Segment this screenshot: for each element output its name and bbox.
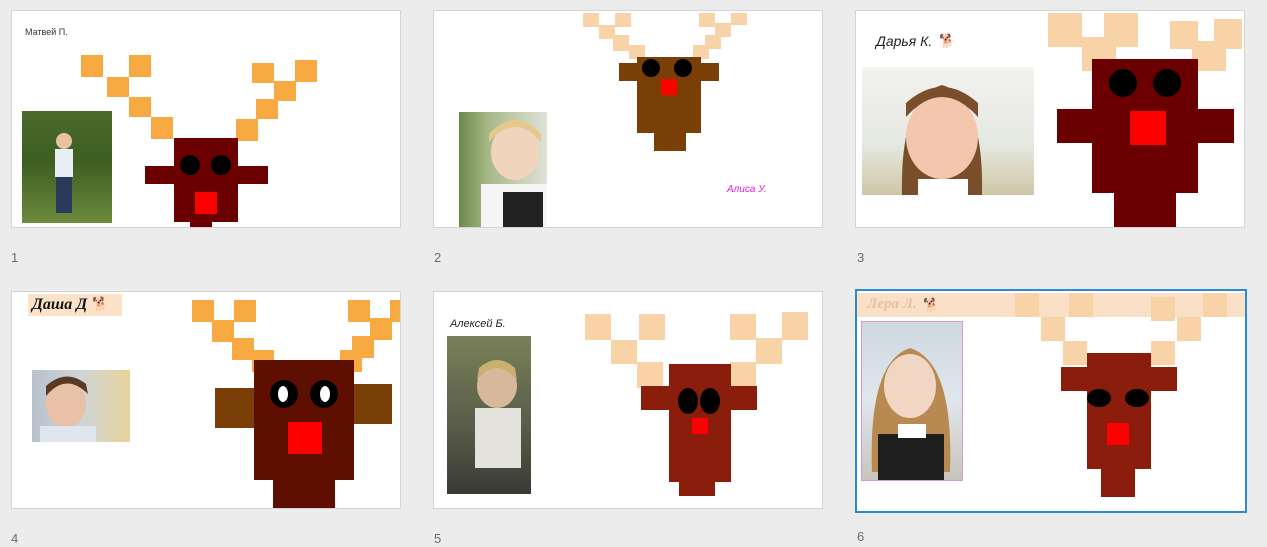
reindeer-nose bbox=[692, 418, 708, 434]
reindeer-ear-left bbox=[1057, 109, 1092, 143]
slide-number: 3 bbox=[857, 250, 865, 265]
slide-number: 1 bbox=[11, 250, 19, 265]
reindeer-ear-left bbox=[1061, 367, 1087, 391]
reindeer-eye-right bbox=[211, 155, 231, 175]
slide-thumbnail-4[interactable] bbox=[11, 291, 401, 509]
reindeer-eye-right-pupil bbox=[320, 386, 330, 402]
reindeer-eye-left bbox=[1109, 69, 1137, 97]
child-figure-icon bbox=[447, 336, 531, 494]
child-photo bbox=[447, 336, 531, 494]
reindeer-eye-right bbox=[1125, 389, 1149, 407]
reindeer-ear-right bbox=[354, 384, 392, 424]
slide-number: 4 bbox=[11, 531, 19, 546]
child-figure-icon bbox=[862, 67, 1034, 195]
reindeer-eye-right bbox=[700, 388, 720, 414]
slide-author-name: Алиса У. bbox=[727, 184, 767, 195]
reindeer-eye-left-pupil bbox=[278, 386, 288, 402]
child-figure-icon bbox=[862, 322, 963, 481]
reindeer-nose bbox=[288, 422, 322, 454]
reindeer-eye-right bbox=[674, 59, 692, 77]
slide-author-name: Матвей П. bbox=[25, 27, 68, 37]
reindeer-neck bbox=[654, 133, 686, 151]
reindeer-eye-left bbox=[642, 59, 660, 77]
reindeer-nose bbox=[1107, 423, 1129, 445]
slide-number: 6 bbox=[857, 529, 865, 544]
reindeer-nose bbox=[195, 192, 217, 214]
dog-sticker-icon: 🐕 bbox=[92, 296, 109, 311]
reindeer-eye-left bbox=[1087, 389, 1111, 407]
reindeer-nose bbox=[1130, 111, 1166, 145]
child-photo bbox=[861, 321, 963, 481]
dog-sticker-icon: 🐕 bbox=[923, 297, 940, 312]
reindeer-ear-left bbox=[619, 63, 637, 81]
reindeer-eye-left bbox=[678, 388, 698, 414]
child-photo bbox=[32, 370, 130, 442]
reindeer-neck bbox=[1101, 469, 1135, 497]
slide-author-name: Алексей Б. bbox=[450, 318, 506, 330]
slide-thumbnail-6[interactable] bbox=[855, 289, 1247, 513]
reindeer-ear-right bbox=[731, 386, 757, 410]
reindeer-head bbox=[254, 360, 354, 480]
reindeer-eye-right bbox=[1153, 69, 1181, 97]
slide-author-name: Лера Л. bbox=[867, 296, 917, 312]
reindeer-eye-left bbox=[180, 155, 200, 175]
dog-sticker-icon: 🐕 bbox=[939, 33, 956, 48]
child-figure-icon bbox=[22, 111, 112, 223]
child-photo bbox=[22, 111, 112, 223]
reindeer-ear-right bbox=[701, 63, 719, 81]
child-photo bbox=[459, 112, 547, 228]
child-figure-icon bbox=[459, 112, 547, 228]
reindeer-ear-left bbox=[215, 388, 254, 428]
child-photo bbox=[862, 67, 1034, 195]
slide-number: 5 bbox=[434, 531, 442, 546]
child-figure-icon bbox=[32, 370, 130, 442]
slide-thumbnail-2[interactable] bbox=[433, 10, 823, 228]
reindeer-ear-right bbox=[238, 166, 268, 184]
reindeer-nose bbox=[661, 79, 677, 95]
reindeer-neck bbox=[1114, 193, 1176, 228]
reindeer-ear-right bbox=[1198, 109, 1234, 143]
slide-thumbnail-1[interactable] bbox=[11, 10, 401, 228]
reindeer-ear-left bbox=[641, 386, 669, 410]
reindeer-neck bbox=[190, 222, 212, 228]
reindeer-ear-right bbox=[1151, 367, 1177, 391]
reindeer-neck bbox=[679, 482, 715, 496]
slide-thumbnail-5[interactable] bbox=[433, 291, 823, 509]
reindeer-ear-left bbox=[145, 166, 174, 184]
slide-author-name: Дарья К. bbox=[876, 33, 933, 49]
slide-number: 2 bbox=[434, 250, 442, 265]
slide-author-name: Даша Д bbox=[32, 296, 88, 313]
slide-thumbnail-3[interactable] bbox=[855, 10, 1245, 228]
reindeer-head bbox=[1087, 353, 1151, 469]
reindeer-neck bbox=[273, 478, 335, 509]
